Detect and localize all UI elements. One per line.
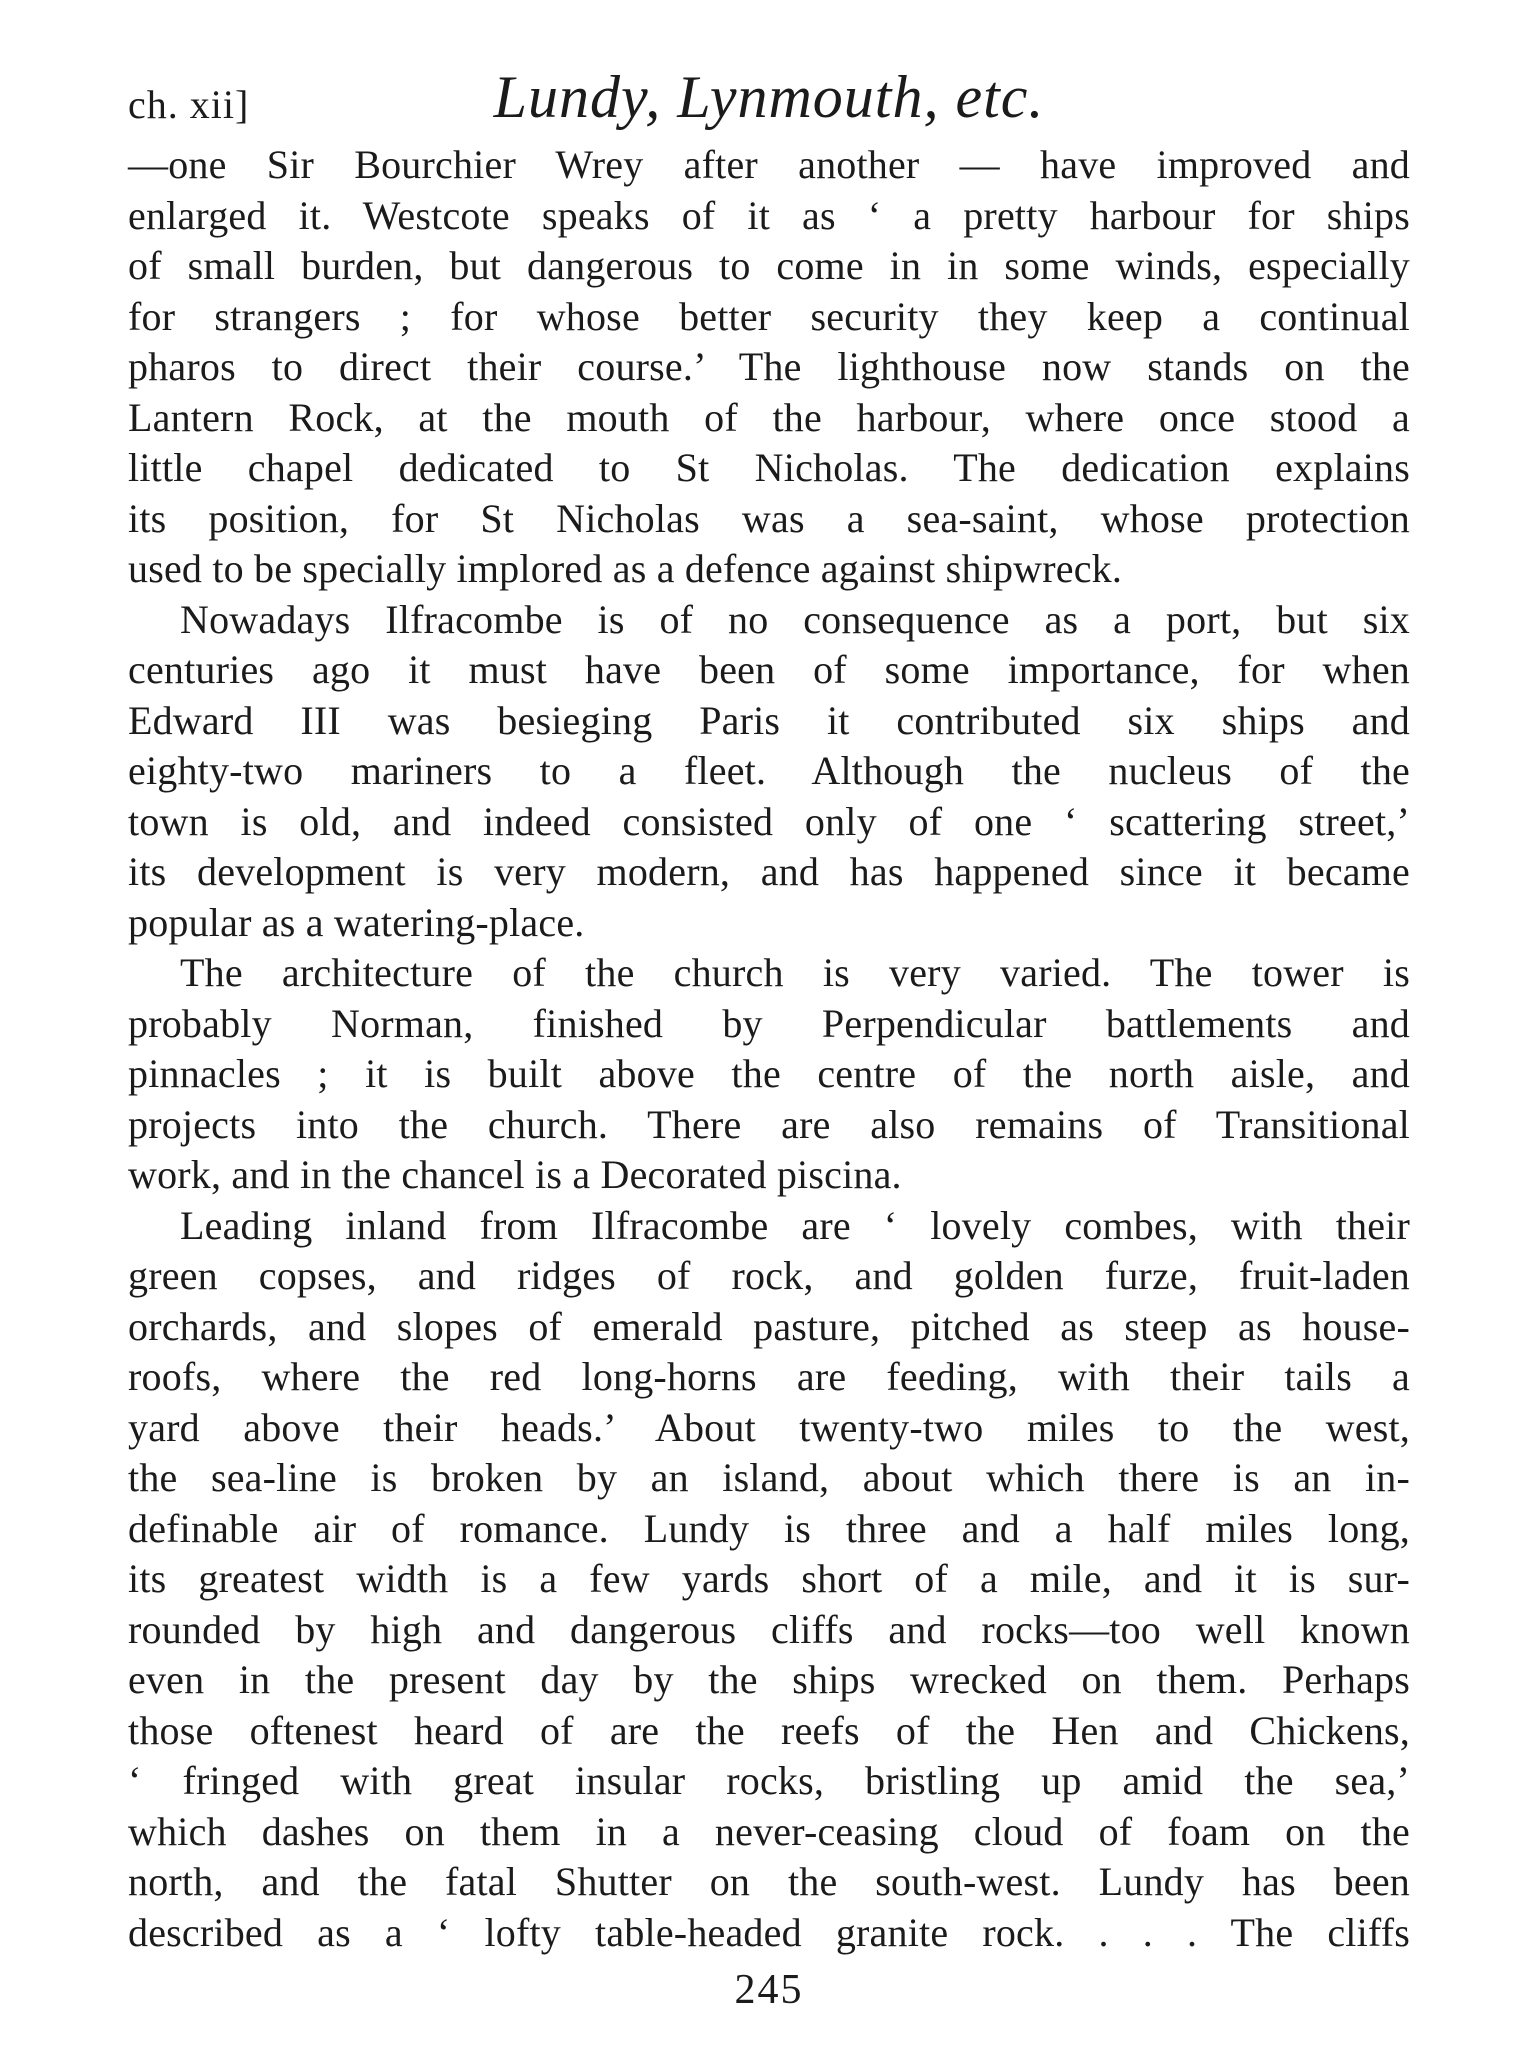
text-line: for strangers ; for whose better security they keep a continual bbox=[128, 293, 1410, 339]
text-line: —one Sir Bourchier Wrey after another — have improved and bbox=[128, 142, 1410, 187]
text-line: popular as a watering-place. bbox=[128, 899, 585, 945]
text-line: its development is very modern, and has happened since it became bbox=[128, 849, 1410, 894]
text-line: of small burden, but dangerous to come in in some winds, especially bbox=[128, 243, 1410, 288]
text-line: described as a ‘ lofty table-headed granite rock. . . . The cliffs bbox=[128, 1909, 1410, 1955]
text-line: ‘ fringed with great insular rocks, bristling up amid the sea,’ bbox=[128, 1758, 1410, 1803]
text-line: enlarged it. Westcote speaks of it as ‘ a pretty harbour for ships bbox=[128, 192, 1410, 238]
text-line: used to be specially implored as a defence against shipwreck. bbox=[128, 546, 1123, 591]
text-line: probably Norman, finished by Perpendicular battlements and bbox=[128, 1000, 1410, 1046]
text-line: pharos to direct their course.’ The lighthouse now stands on the bbox=[128, 344, 1410, 389]
page-header bbox=[128, 58, 1410, 136]
text-line: Leading inland from Ilfracombe are ‘ lovely combes, with their bbox=[180, 1202, 1410, 1248]
text-line: the sea-line is broken by an island, about which there is an in- bbox=[128, 1455, 1410, 1500]
text-line: Nowadays Ilfracombe is of no consequence as a port, but six bbox=[180, 596, 1410, 642]
text-line: which dashes on them in a never-ceasing cloud of foam on the bbox=[128, 1808, 1410, 1854]
text-line: projects into the church. There are also remains of Transitional bbox=[128, 1101, 1410, 1147]
text-line: The architecture of the church is very varied. The tower is bbox=[180, 950, 1410, 995]
text-line: those oftenest heard of are the reefs of the Hen and Chickens, bbox=[128, 1707, 1410, 1753]
text-line: its greatest width is a few yards short of a mile, and it is sur- bbox=[128, 1556, 1410, 1601]
text-line: work, and in the chancel is a Decorated piscina. bbox=[128, 1152, 902, 1197]
text-line: eighty-two mariners to a fleet. Although the nucleus of the bbox=[128, 748, 1410, 793]
text-line: its position, for St Nicholas was a sea-saint, whose protection bbox=[128, 495, 1410, 541]
text-line: north, and the fatal Shutter on the south-west. Lundy has been bbox=[128, 1859, 1410, 1904]
text-line: little chapel dedicated to St Nicholas. The dedication explains bbox=[128, 445, 1410, 490]
text-line: even in the present day by the ships wrecked on them. Perhaps bbox=[128, 1657, 1410, 1702]
text-line: Lantern Rock, at the mouth of the harbour, where once stood a bbox=[128, 394, 1410, 440]
text-line: pinnacles ; it is built above the centre of the north aisle, and bbox=[128, 1051, 1410, 1096]
chapter-label: ch. xii] bbox=[128, 82, 250, 127]
text-line: definable air of romance. Lundy is three and a half miles long, bbox=[128, 1505, 1410, 1551]
text-block bbox=[128, 140, 1410, 1958]
text-line: rounded by high and dangerous cliffs and rocks—too well known bbox=[128, 1606, 1410, 1652]
text-line: yard above their heads.’ About twenty-two miles to the west, bbox=[128, 1404, 1410, 1450]
text-line: town is old, and indeed consisted only of one ‘ scattering street,’ bbox=[128, 798, 1410, 844]
running-title: Lundy, Lynmouth, etc. bbox=[493, 64, 1045, 130]
text-line: roofs, where the red long-horns are feeding, with their tails a bbox=[128, 1354, 1410, 1399]
text-line: orchards, and slopes of emerald pasture, pitched as steep as house- bbox=[128, 1303, 1410, 1349]
text-line: Edward III was besieging Paris it contributed six ships and bbox=[128, 697, 1410, 743]
text-line: green copses, and ridges of rock, and golden furze, fruit-laden bbox=[128, 1253, 1410, 1298]
text-line: centuries ago it must have been of some importance, for when bbox=[128, 647, 1410, 692]
page-number: 245 bbox=[734, 1967, 804, 2013]
